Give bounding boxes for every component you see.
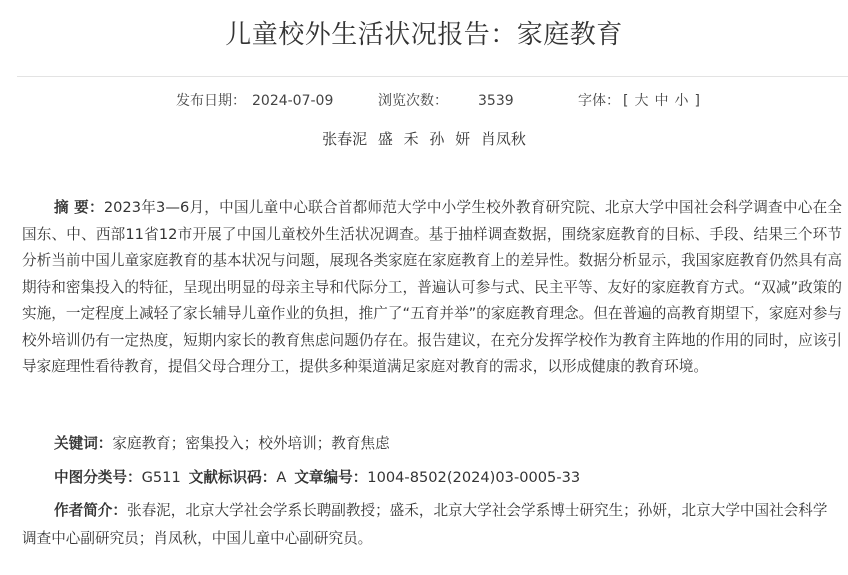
clc-value: G511	[141, 469, 181, 486]
abstract-label: 摘 要：	[54, 199, 104, 216]
publish-date-info	[176, 90, 333, 110]
author-intro-paragraph	[22, 497, 842, 553]
doc-code-value: A	[276, 469, 287, 486]
title-divider	[17, 76, 848, 77]
publish-date-value: 2024-07-09	[252, 93, 334, 109]
publish-date-label: 发布日期：	[176, 93, 246, 109]
abstract-text: 2023年3—6月，中国儿童中心联合首都师范大学中小学生校外教育研究院、北京大学中国社会科学调查中心在全国东、中、西部11省12市开展了中国儿童校外生活状况调查。基于抽样调查数据，围绕家庭教育的目标、手段、结果三个环节分析当前中国儿童家庭教育的基本状况与问题，展现各类家庭在家庭教育上的差异性。数据分析显示，我国家庭教育仍然具有高期待和密集投入的特征，呈现出明显的母亲主导和代际分工，普遍认可参与式、民主平等、友好的家庭教育方式。“双减”政策的实施，一定程度上减轻了家长辅导儿童作业的负担，推广了“五育并举”的家庭教育理念。但在普遍的高教育期望下，家庭对参与校外培训仍有一定热度，短期内家长的教育焦虑问题仍存在。报告建议，在充分发挥学校作为教育主阵地的作用的同时，应该引导家庭理性看待教育，提倡父母合理分工，提供多种渠道满足家庭对教育的需求，以形成健康的教育环境。	[22, 199, 842, 375]
article-title: 儿童校外生活状况报告：家庭教育	[225, 20, 623, 50]
keywords-row	[54, 432, 390, 453]
keywords-text: 家庭教育；密集投入；校外培训；教育焦虑	[112, 435, 390, 452]
author-intro-text: 张春泥，北京大学社会学系长聘副教授；盛禾，北京大学社会学系博士研究生；孙妍，北京大学中国社会科学调查中心副研究员；肖凤秋，中国儿童中心副研究员。	[22, 502, 828, 547]
clc-label: 中图分类号：	[54, 469, 142, 486]
font-size-control	[578, 90, 703, 110]
author-intro-label: 作者简介：	[54, 502, 127, 519]
font-large-button[interactable]: 大	[634, 93, 649, 109]
abstract-paragraph	[22, 195, 842, 381]
font-small-button[interactable]: 小	[674, 93, 689, 109]
author-names: 张春泥 盛 禾 孙 妍 肖凤秋	[322, 130, 526, 148]
keywords-label: 关键词：	[54, 435, 113, 452]
view-count-value: 3539	[478, 93, 514, 109]
font-bracket-open: [	[623, 93, 629, 109]
article-number-label: 文章编号：	[294, 469, 368, 486]
article-number-value: 1004-8502(2024)03-0005-33	[367, 469, 581, 486]
font-size-label: 字体：	[578, 93, 620, 109]
view-count-label: 浏览次数：	[378, 93, 448, 109]
classification-row	[54, 466, 580, 487]
view-count-info	[378, 90, 514, 110]
doc-code-label: 文献标识码：	[188, 469, 277, 486]
font-bracket-close: ]	[694, 93, 700, 109]
font-medium-button[interactable]: 中	[654, 93, 669, 109]
